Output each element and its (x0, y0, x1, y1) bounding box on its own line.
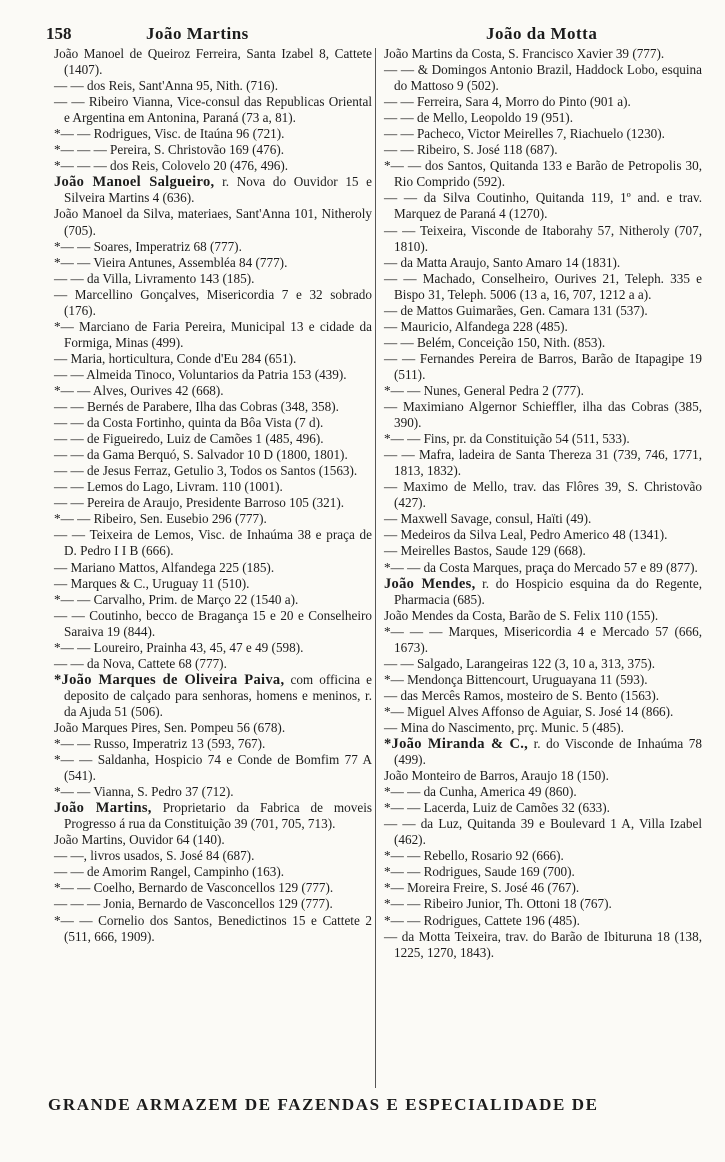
directory-entry (384, 656, 702, 672)
entry-text: — Maxwell Savage, consul, Haïti (49). (384, 511, 592, 527)
directory-entry (384, 864, 702, 880)
entry-text: — das Mercês Ramos, mosteiro de S. Bento (1563). (384, 687, 660, 703)
directory-entry (54, 46, 372, 78)
entry-text: — — Machado, Conselheiro, Ourives 21, Teleph. 335 e Bispo 31, Teleph. 5006 (13 a, 16, 707, 1212 a a). (384, 270, 702, 302)
directory-entry (54, 351, 372, 367)
entry-text: r. do Visconde de Inhaúma 78 (499). (394, 736, 702, 768)
entry-text: — — Coutinho, becco de Bragança 15 e 20 e Conselheiro Saraiva 19 (844). (54, 607, 372, 639)
directory-entry (54, 511, 372, 527)
entry-text: — Mariano Mattos, Alfandega 225 (185). (54, 559, 275, 575)
directory-entry (54, 640, 372, 656)
entry-text: *— — Carvalho, Prim. de Março 22 (1540 a). (54, 591, 299, 607)
entry-text: *— — Soares, Imperatriz 68 (777). (54, 238, 242, 254)
entry-text: — — da Nova, Cattete 68 (777). (54, 655, 227, 671)
directory-entry (384, 720, 702, 736)
directory-entry (54, 848, 372, 864)
directory-entry (384, 913, 702, 929)
directory-entry (384, 848, 702, 864)
directory-entry (54, 832, 372, 848)
entry-text: João Manoel de Queiroz Ferreira, Santa Izabel 8, Cattete (1407). (54, 46, 372, 78)
entry-text: — — Ribeiro, S. José 118 (687). (384, 142, 558, 158)
column-divider (375, 48, 376, 1088)
entry-text: — Medeiros da Silva Leal, Pedro Americo 48 (1341). (384, 527, 668, 543)
entry-text: João Marques Pires, Sen. Pompeu 56 (678). (54, 719, 286, 735)
entry-text: — — Pereira de Araujo, Presidente Barroso 105 (321). (54, 495, 345, 511)
directory-entry (384, 447, 702, 479)
entry-text: *— — Alves, Ourives 42 (668). (54, 382, 224, 398)
entry-text: *— — dos Santos, Quitanda 133 e Barão de Petropolis 30, Rio Comprido (592). (384, 158, 702, 190)
directory-entry (54, 78, 372, 94)
directory-entry (384, 399, 702, 431)
entry-text: — — de Mello, Leopoldo 19 (951). (384, 110, 573, 126)
entry-text: João Martins, Ouvidor 64 (140). (54, 832, 225, 848)
entry-text: *— — — dos Reis, Colovelo 20 (476, 496). (54, 158, 289, 174)
entry-text: Proprietario da Fabrica de moveis Progresso á rua da Constituição 39 (701, 705, 713). (64, 800, 372, 832)
directory-entry (384, 800, 702, 816)
directory-entry (384, 271, 702, 303)
entry-name-bold: João Martins, (54, 800, 152, 817)
directory-entry (54, 527, 372, 559)
running-head-right: João da Motta (486, 24, 598, 43)
directory-entry (54, 495, 372, 511)
directory-entry (384, 126, 702, 142)
entry-text: — — Teixeira, Visconde de Itaborahy 57, Nitheroly (707, 1810). (384, 222, 702, 254)
directory-entry (384, 303, 702, 319)
directory-entry (54, 319, 372, 351)
directory-entry (54, 431, 372, 447)
entry-text: *— — Loureiro, Prainha 43, 45, 47 e 49 (598). (54, 639, 304, 655)
directory-entry (384, 190, 702, 222)
directory-entry (54, 158, 372, 174)
entry-text: *— — — Pereira, S. Christovão 169 (476). (54, 142, 285, 158)
entry-text: — Meirelles Bastos, Saude 129 (668). (384, 543, 586, 559)
directory-entry (54, 174, 372, 206)
directory-entry (384, 527, 702, 543)
directory-entry (384, 576, 702, 608)
entry-text: — — & Domingos Antonio Brazil, Haddock Lobo, esquina do Mattoso 9 (502). (384, 62, 702, 94)
entry-text: — de Mattos Guimarães, Gen. Camara 131 (537). (384, 302, 648, 318)
entry-text: *— Marciano de Faria Pereira, Municipal 13 e cidade da Formiga, Minas (499). (54, 318, 372, 350)
directory-entry (384, 704, 702, 720)
directory-entry (384, 543, 702, 559)
directory-entry (54, 399, 372, 415)
entry-text: — — da Villa, Livramento 143 (185). (54, 270, 255, 286)
directory-entry (54, 415, 372, 431)
entry-text: — — de Figueiredo, Luiz de Camões 1 (485, 496). (54, 431, 324, 447)
directory-entry (384, 736, 702, 768)
directory-entry (54, 239, 372, 255)
directory-entry (384, 255, 702, 271)
entry-text: — — Bernés de Parabere, Ilha das Cobras (348, 358). (54, 399, 339, 415)
entry-text: *— — Rodrigues, Saude 169 (700). (384, 864, 575, 880)
directory-entry (384, 223, 702, 255)
entry-text: *— — Lacerda, Luiz de Camões 32 (633). (384, 800, 610, 816)
directory-entry (384, 110, 702, 126)
directory-entry (54, 255, 372, 271)
entry-text: *— — da Cunha, America 49 (860). (384, 784, 577, 800)
entry-text: João Mendes da Costa, Barão de S. Felix 110 (155). (384, 607, 659, 623)
entry-text: — — Fernandes Pereira de Barros, Barão de Itapagipe 19 (511). (384, 350, 702, 382)
directory-entry (54, 864, 372, 880)
directory-entry (54, 367, 372, 383)
entry-text: — Maria, horticultura, Conde d'Eu 284 (651). (54, 350, 297, 366)
entry-text: *— — Vieira Antunes, Assembléa 84 (777). (54, 254, 288, 270)
entry-text: *— Mendonça Bittencourt, Uruguayana 11 (593). (384, 671, 648, 687)
footer-banner: GRANDE ARMAZEM DE FAZENDAS E ESPECIALIDADE DE (48, 1095, 599, 1114)
entry-text: *— — Rodrigues, Visc. de Itaúna 96 (721). (54, 126, 285, 142)
directory-entry (54, 672, 372, 720)
directory-entry (54, 784, 372, 800)
left-column (54, 46, 372, 945)
entry-text: — Marcellino Gonçalves, Misericordia 7 e 32 sobrado (176). (54, 286, 372, 318)
directory-entry (384, 158, 702, 190)
entry-text: — — Teixeira de Lemos, Visc. de Inhaúma 38 e praça de D. Pedro I I B (666). (54, 527, 372, 559)
directory-entry (384, 351, 702, 383)
directory-entry (384, 608, 702, 624)
entry-text: *— — Rodrigues, Cattete 196 (485). (384, 912, 580, 928)
directory-entry (54, 592, 372, 608)
directory-entry (54, 880, 372, 896)
entry-text: — — da Silva Coutinho, Quitanda 119, 1º and. e trav. Marquez de Paraná 4 (1270). (384, 190, 702, 222)
entry-text: — — Mafra, ladeira de Santa Thereza 31 (739, 746, 1771, 1813, 1832). (384, 447, 702, 479)
entry-text: r. Nova do Ouvidor 15 e Silveira Martins 4 (636). (64, 174, 373, 206)
entry-text: — — Almeida Tinoco, Voluntarios da Patria 153 (439). (54, 366, 347, 382)
entry-text: *— — Ribeiro Junior, Th. Ottoni 18 (767). (384, 896, 612, 912)
directory-entry (54, 94, 372, 126)
directory-entry (384, 62, 702, 94)
entry-text: — — Salgado, Larangeiras 122 (3, 10 a, 313, 375). (384, 655, 656, 671)
entry-text: — Marques & C., Uruguay 11 (510). (54, 575, 250, 591)
directory-entry (54, 656, 372, 672)
entry-text: João Manoel da Silva, materiaes, Sant'Anna 101, Nitheroly (705). (54, 206, 372, 238)
directory-entry (384, 768, 702, 784)
directory-entry (54, 287, 372, 319)
directory-entry (384, 335, 702, 351)
directory-entry (384, 479, 702, 511)
directory-entry (54, 463, 372, 479)
entry-text: — — Ferreira, Sara 4, Morro do Pinto (901 a). (384, 94, 631, 110)
entry-text: João Monteiro de Barros, Araujo 18 (150). (384, 768, 609, 784)
directory-entry (384, 142, 702, 158)
entry-text: — — da Costa Fortinho, quinta da Bôa Vista (7 d). (54, 415, 324, 431)
entry-text: — — de Amorim Rangel, Campinho (163). (54, 864, 285, 880)
directory-entry (384, 431, 702, 447)
entry-name-bold: *João Marques de Oliveira Paiva, (54, 671, 285, 688)
directory-entry (54, 800, 372, 832)
entry-text: — — Pacheco, Victor Meirelles 7, Riachuelo (1230). (384, 126, 665, 142)
running-head-left: João Martins (146, 24, 249, 43)
entry-name-bold: João Mendes, (384, 575, 476, 592)
directory-entry (384, 560, 702, 576)
directory-entry (54, 271, 372, 287)
entry-text: — — Lemos do Lago, Livram. 110 (1001). (54, 479, 283, 495)
directory-entry (54, 560, 372, 576)
entry-text: — Mauricio, Alfandega 228 (485). (384, 318, 568, 334)
directory-entry (54, 608, 372, 640)
entry-text: — — de Jesus Ferraz, Getulio 3, Todos os Santos (1563). (54, 463, 358, 479)
entry-text: — Maximiano Algernor Schieffler, ilha das Cobras (385, 390). (384, 399, 702, 431)
entry-name-bold: João Manoel Salgueiro, (54, 174, 215, 191)
directory-entry (384, 46, 702, 62)
entry-text: *— — — Marques, Misericordia 4 e Mercado 57 (666, 1673). (384, 623, 702, 655)
directory-entry (54, 383, 372, 399)
entry-text: João Martins da Costa, S. Francisco Xavier 39 (777). (384, 46, 665, 61)
directory-entry (54, 206, 372, 238)
directory-entry (54, 479, 372, 495)
entry-text: *— — Ribeiro, Sen. Eusebio 296 (777). (54, 511, 267, 527)
entry-text: — da Matta Araujo, Santo Amaro 14 (1831). (384, 254, 621, 270)
directory-entry (54, 126, 372, 142)
directory-entry (384, 688, 702, 704)
directory-entry (54, 576, 372, 592)
entry-name-bold: *João Miranda & C., (384, 736, 529, 753)
directory-entry (54, 447, 372, 463)
entry-text: — — da Gama Berquó, S. Salvador 10 D (1800, 1801). (54, 447, 348, 463)
entry-text: *— Moreira Freire, S. José 46 (767). (384, 880, 580, 896)
entry-text: — Maximo de Mello, trav. das Flôres 39, S. Christovão (427). (384, 479, 702, 511)
directory-entry (54, 913, 372, 945)
entry-text: *— — Fins, pr. da Constituição 54 (511, 533). (384, 431, 630, 447)
directory-entry (384, 511, 702, 527)
directory-entry (54, 896, 372, 912)
entry-text: com officina e deposito de calçado para senhoras, homens e meninos, r. da Ajuda 51 (506). (64, 671, 373, 719)
directory-entry (54, 142, 372, 158)
entry-text: *— — Rebello, Rosario 92 (666). (384, 848, 564, 864)
right-column (384, 46, 702, 961)
page-number: 158 (46, 24, 72, 43)
entry-text: *— — Russo, Imperatriz 13 (593, 767). (54, 736, 266, 752)
directory-entry (54, 752, 372, 784)
directory-entry (54, 720, 372, 736)
directory-entry (384, 319, 702, 335)
entry-text: r. do Hospicio esquina da do Regente, Pharmacia (685). (394, 575, 702, 607)
directory-entry (384, 784, 702, 800)
entry-text: *— — Cornelio dos Santos, Benedictinos 15 e Cattete 2 (511, 666, 1909). (54, 912, 372, 944)
directory-entry (54, 736, 372, 752)
directory-entry (384, 383, 702, 399)
directory-entry (384, 929, 702, 961)
entry-text: — — Belém, Conceição 150, Nith. (853). (384, 334, 606, 350)
entry-text: *— — da Costa Marques, praça do Mercado 57 e 89 (877). (384, 559, 698, 575)
entry-text: — — da Luz, Quitanda 39 e Boulevard 1 A, Villa Izabel (462). (384, 816, 702, 848)
directory-entry (384, 896, 702, 912)
entry-text: — — dos Reis, Sant'Anna 95, Nith. (716). (54, 78, 278, 94)
directory-entry (384, 624, 702, 656)
entry-text: *— — Vianna, S. Pedro 37 (712). (54, 784, 234, 800)
entry-text: — da Motta Teixeira, trav. do Barão de Ibituruna 18 (138, 1225, 1270, 1843). (384, 928, 702, 960)
entry-text: *— — Nunes, General Pedra 2 (777). (384, 382, 584, 398)
entry-text: *— — Coelho, Bernardo de Vasconcellos 129 (777). (54, 880, 334, 896)
entry-text: *— — Saldanha, Hospicio 74 e Conde de Bomfim 77 A (541). (54, 752, 372, 784)
entry-text: — — Ribeiro Vianna, Vice-consul das Republicas Oriental e Argentina em Antonina, Paraná (73 a, 81). (54, 94, 372, 126)
entry-text: — — — Jonia, Bernardo de Vasconcellos 129 (777). (54, 896, 333, 912)
entry-text: — Mina do Nascimento, prç. Munic. 5 (485). (384, 719, 624, 735)
directory-entry (384, 880, 702, 896)
directory-entry (384, 672, 702, 688)
entry-text: *— Miguel Alves Affonso de Aguiar, S. José 14 (866). (384, 703, 674, 719)
directory-entry (384, 94, 702, 110)
directory-entry (384, 816, 702, 848)
entry-text: — —, livros usados, S. José 84 (687). (54, 848, 255, 864)
